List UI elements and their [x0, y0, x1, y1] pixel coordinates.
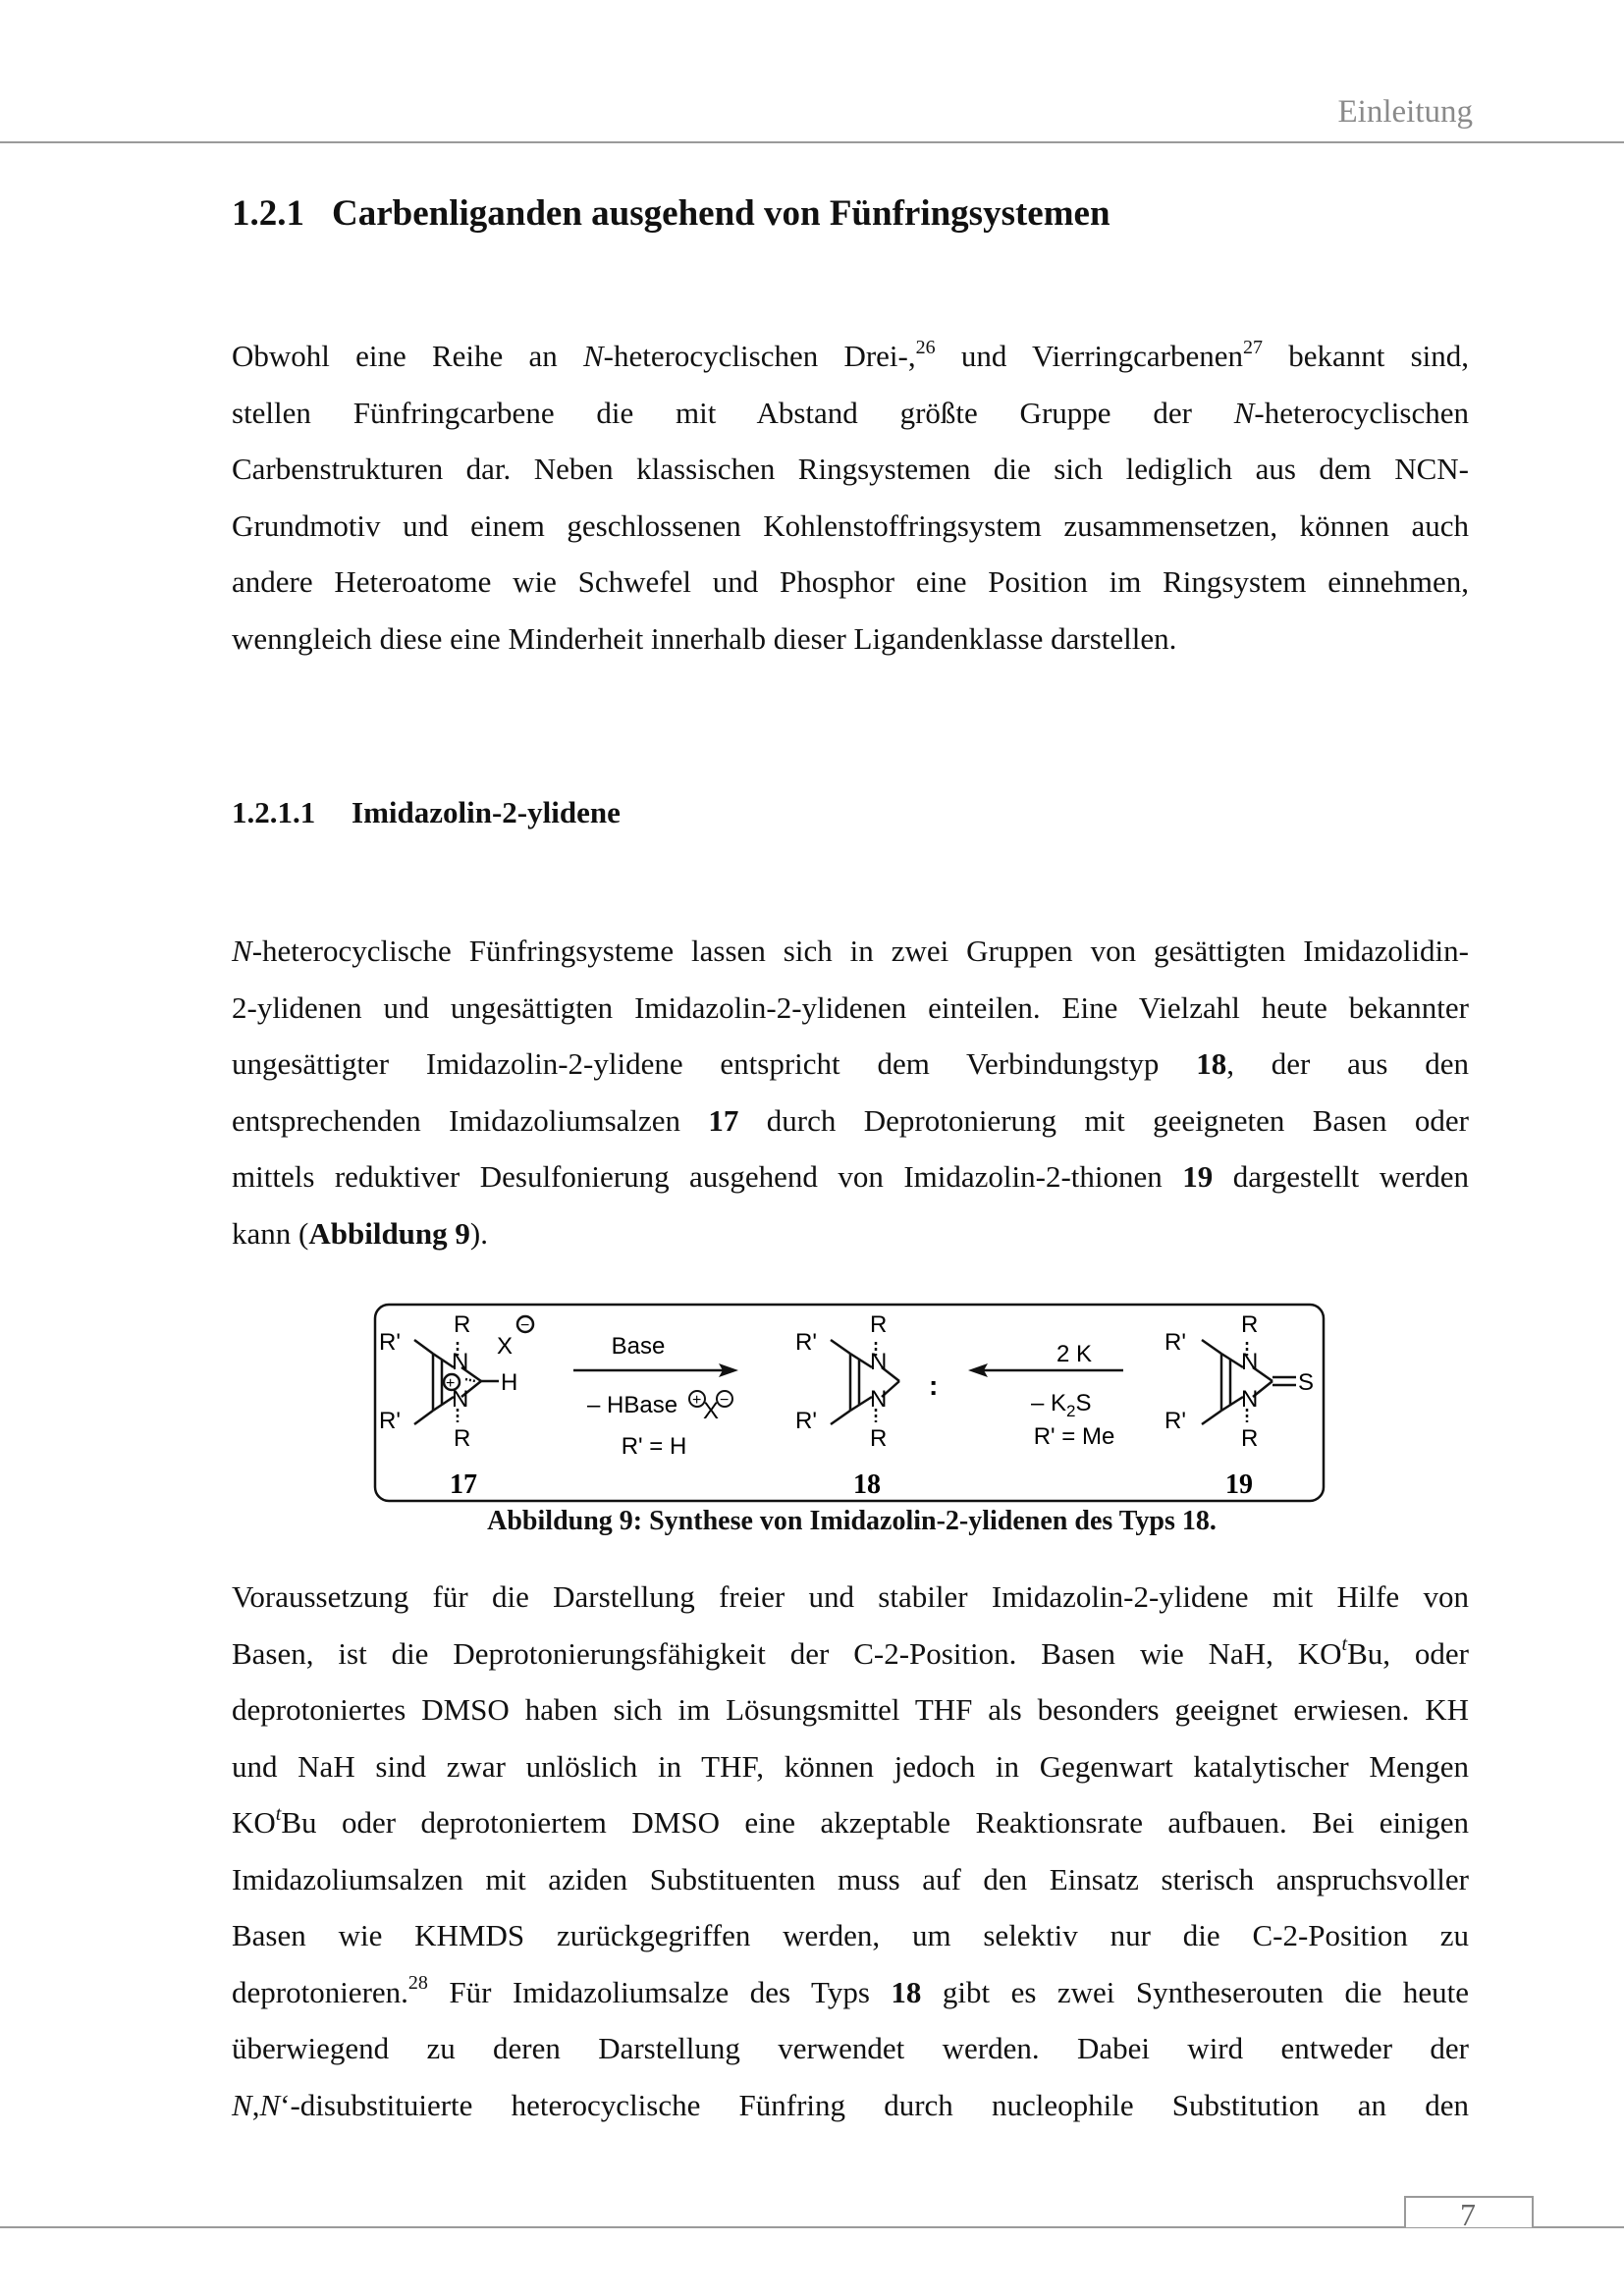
atom-label: R'	[1164, 1408, 1186, 1434]
text-line: ungesättigter Imidazolin-2-ylidene entspricht dem Verbindungstyp 18, der aus den	[232, 1046, 1469, 1081]
text-line: 2-ylidenen und ungesättigten Imidazolin-2-ylidenen einteilen. Eine Vielzahl heute bekannter	[232, 989, 1469, 1025]
atom-label: R	[870, 1311, 888, 1338]
atom-label: R	[1241, 1425, 1259, 1452]
text-line: überwiegend zu deren Darstellung verwendet werden. Dabei wird entweder der	[232, 2031, 1469, 2065]
text-line: andere Heteroatome wie Schwefel und Phosphor eine Position im Ringsystem einnehmen,	[232, 564, 1469, 599]
text-line: Basen, ist die Deprotonierungsfähigkeit der C-2-Position. Basen wie NaH, $KO^tBu$, oder	[232, 1633, 1469, 1671]
figure-caption: Abbildung 9: Synthese von Imidazolin-2-ylidenen des Typs 18.	[487, 1506, 1217, 1536]
atom-label: N	[452, 1386, 469, 1413]
atom-label: X	[497, 1333, 514, 1360]
structure-18	[831, 1340, 899, 1424]
text-line: kann (Abbildung 9).	[232, 1215, 488, 1251]
footnote-ref: 26	[915, 336, 936, 358]
section-number: 1.2.1	[232, 193, 304, 234]
atom-label: N	[1241, 1386, 1259, 1413]
subsection-title: Imidazolin-2-ylidene	[352, 795, 621, 829]
atom-label: R'	[379, 1408, 401, 1434]
compound-number: 19	[1225, 1469, 1253, 1500]
text-line: N,N‘-disubstituierte heterocyclische Fünfring durch nucleophile Substitution an den	[232, 2087, 1469, 2122]
carbene-lone-pair: :	[929, 1370, 939, 1401]
atom-label: R	[1241, 1311, 1259, 1338]
atom-label: R'	[379, 1329, 401, 1356]
text-line: Voraussetzung für die Darstellung freier und stabiler Imidazolin-2-ylidene mit Hilfe von	[232, 1579, 1469, 1614]
atom-label: N	[452, 1349, 469, 1375]
arrow-condition: R' = H	[621, 1433, 687, 1460]
text-line: Grundmotiv und einem geschlossenen Kohlenstoffringsystem zusammensetzen, können auch	[232, 507, 1469, 543]
compound-number: 17	[450, 1469, 477, 1500]
header-rule	[0, 141, 1624, 143]
subsection-heading	[232, 795, 621, 830]
paragraph-2	[232, 923, 1469, 1261]
atom-label: R'	[795, 1329, 817, 1356]
arrow-label: 2 K	[1056, 1341, 1093, 1367]
text-line: Imidazoliumsalzen mit aziden Substituenten muss auf den Einsatz sterisch anspruchsvoller	[232, 1861, 1469, 1896]
text-line: wenngleich diese eine Minderheit innerhalb dieser Ligandenklasse darstellen.	[232, 620, 1177, 656]
text-line: deprotonieren.$^{28}$ Für Imidazoliumsalze des Typs 18 gibt es zwei Syntheserouten die heute	[232, 1972, 1470, 2009]
svg-text:+: +	[692, 1392, 702, 1409]
atom-label: H	[501, 1369, 518, 1396]
atom-label: S	[1298, 1369, 1315, 1396]
paragraph-3	[232, 1569, 1469, 2133]
footnote-ref: 28	[407, 1972, 428, 1995]
page-number: 7	[1460, 2197, 1476, 2232]
arrow-label: – $K_2S$	[1031, 1390, 1092, 1420]
atom-label: N	[870, 1349, 888, 1375]
atom-label: R	[454, 1311, 471, 1338]
text-line: Carbenstrukturen dar. Neben klassischen Ringsystemen die sich lediglich aus dem NCN-	[232, 452, 1469, 486]
arrow-label: Base	[611, 1333, 666, 1360]
compound-number: 18	[853, 1469, 881, 1500]
text-line: mittels reduktiver Desulfonierung ausgehend von Imidazolin-2-thionen 19 dargestellt werden	[232, 1159, 1469, 1194]
text-line: stellen Fünfringcarbene die mit Abstand größte Gruppe der N-heterocyclischen	[232, 395, 1469, 430]
footer-rule	[0, 2226, 1624, 2228]
atom-label: N	[870, 1386, 888, 1413]
atom-label: X	[703, 1398, 720, 1424]
running-head: Einleitung	[1337, 94, 1473, 130]
charge-minus: −	[520, 1317, 530, 1334]
atom-label: R'	[795, 1408, 817, 1434]
paragraph-1	[232, 328, 1469, 667]
atom-label: R	[870, 1425, 888, 1452]
text-line: entsprechenden Imidazoliumsalzen 17 durch Deprotonierung mit geeigneten Basen oder	[232, 1102, 1469, 1138]
reaction-scheme	[373, 1303, 1326, 1503]
text-line: Basen wie KHMDS zurückgegriffen werden, um selektiv nur die C-2-Position zu	[232, 1918, 1469, 1952]
text-line: Obwohl eine Reihe an N-heterocyclischen Drei-,$^{26}$ und Vierringcarbenen$^{27}$ bekannt sind,	[232, 336, 1470, 373]
atom-label: N	[1241, 1349, 1259, 1375]
arrow-condition: R' = Me	[1033, 1423, 1115, 1450]
atom-label: R	[454, 1425, 471, 1452]
section-title: Carbenliganden ausgehend von Fünfringsystemen	[332, 193, 1110, 234]
atom-label: R'	[1164, 1329, 1186, 1356]
arrow-label: – HBase	[587, 1392, 678, 1418]
text-line: $KO^tBu$ oder deprotoniertem DMSO eine akzeptable Reaktionsrate aufbauen. Bei einigen	[232, 1802, 1469, 1840]
subsection-number: 1.2.1.1	[232, 795, 316, 829]
text-line: N-heterocyclische Fünfringsysteme lassen sich in zwei Gruppen von gesättigten Imidazolidin-	[232, 934, 1469, 968]
text-line: und NaH sind zwar unlöslich in THF, können jedoch in Gegenwart katalytischer Mengen	[232, 1748, 1469, 1784]
charge-plus: +	[446, 1375, 456, 1392]
footnote-ref: 27	[1243, 336, 1264, 358]
section-heading	[232, 192, 1110, 235]
text-line: deprotoniertes DMSO haben sich im Lösungsmittel THF als besonders geeignet erwiesen. KH	[232, 1692, 1469, 1727]
svg-text:−: −	[720, 1392, 730, 1409]
